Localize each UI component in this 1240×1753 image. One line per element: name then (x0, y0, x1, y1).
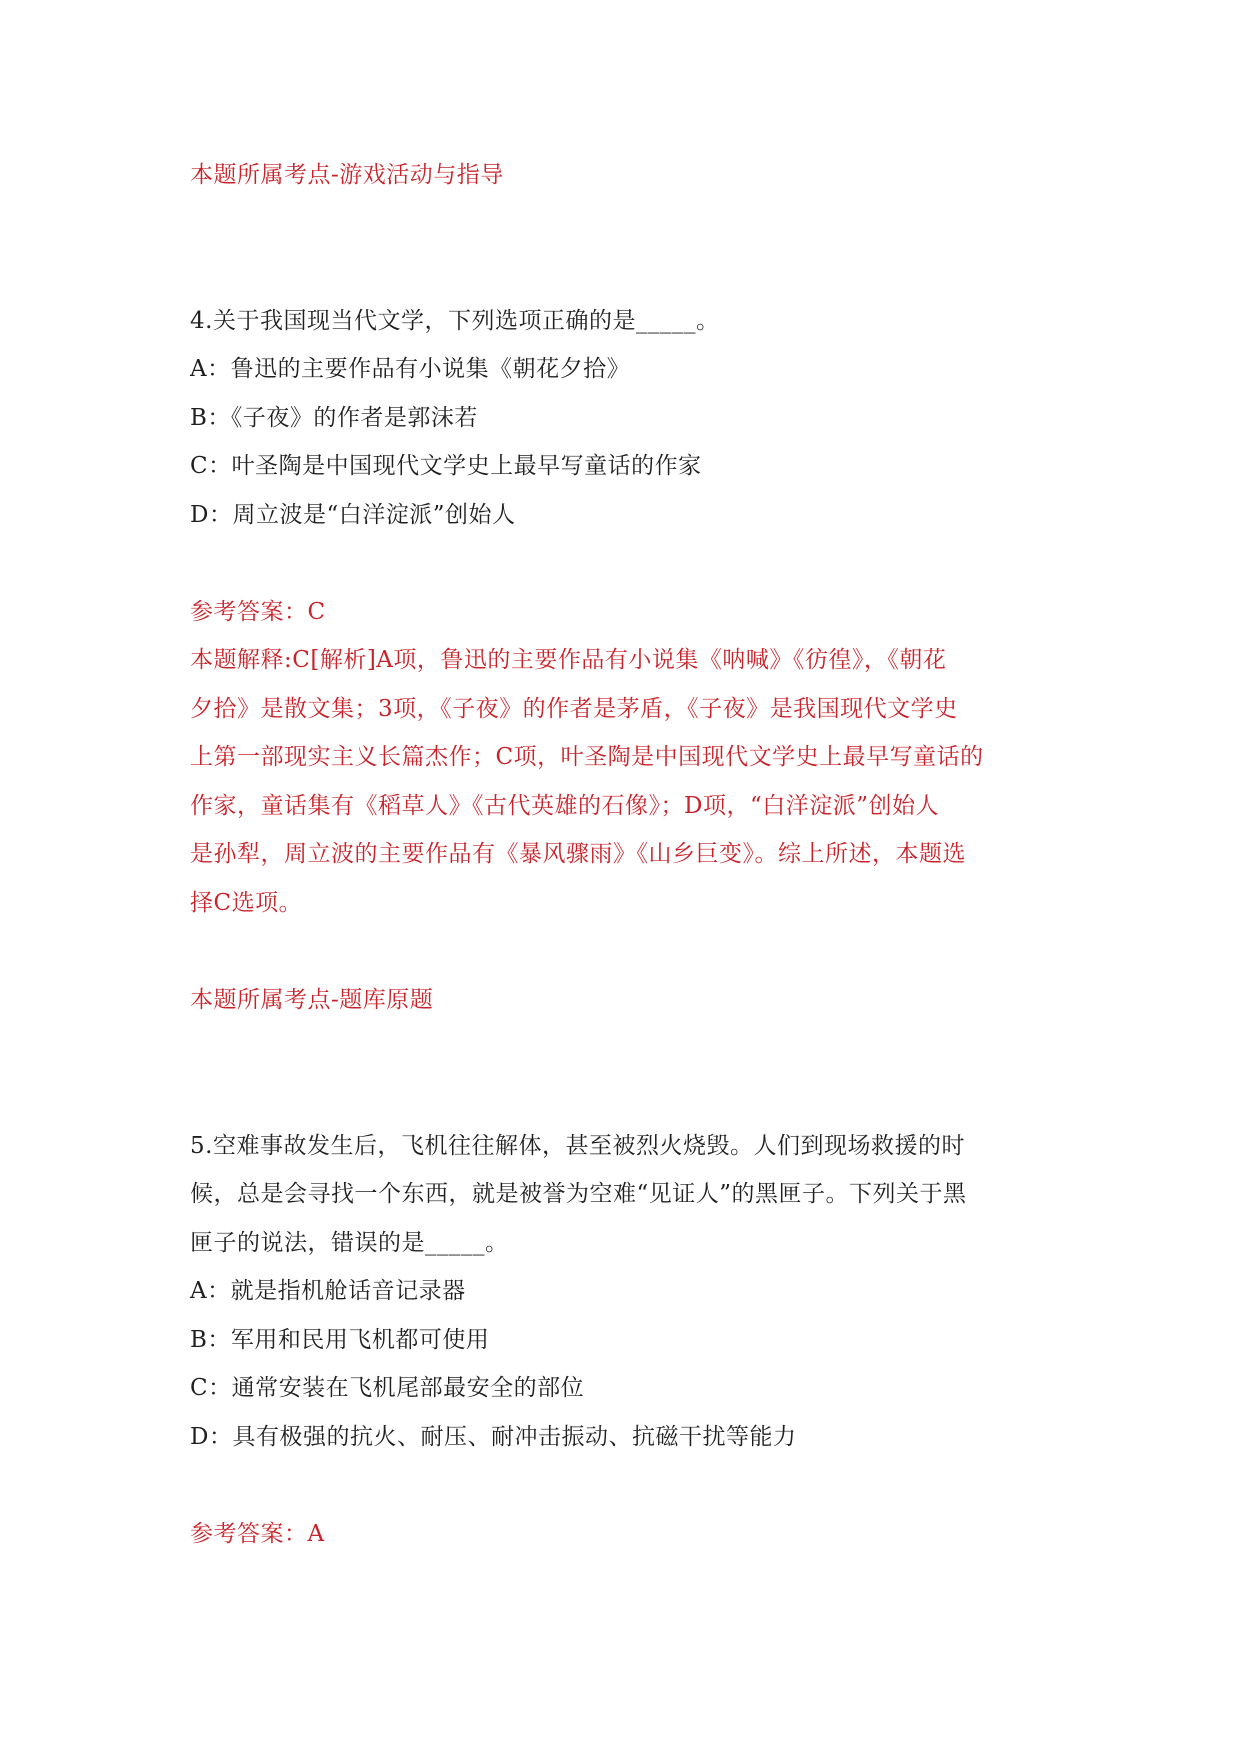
prev-topic: 本题所属考点-游戏活动与指导 (190, 162, 504, 188)
q5-option-a: A：就是指机舱话音记录器 (190, 1278, 466, 1304)
q4-option-b: B：《子夜》的作者是郭沫若 (190, 405, 478, 431)
q4-explanation-line: 上第一部现实主义长篇杰作；C项，叶圣陶是中国现代文学史上最早写童话的 (190, 744, 984, 770)
q5-answer: 参考答案：A (190, 1521, 325, 1547)
q5-stem-line: 候，总是会寻找一个东西，就是被誉为空难“见证人”的黑匣子。下列关于黑 (190, 1181, 967, 1207)
q4-explanation-line: 夕拾》是散文集；3项，《子夜》的作者是茅盾，《子夜》是我国现代文学史 (190, 696, 958, 722)
q4-option-c: C：叶圣陶是中国现代文学史上最早写童话的作家 (190, 453, 702, 479)
q5-option-c: C：通常安装在飞机尾部最安全的部位 (190, 1375, 585, 1401)
q4-explanation-line: 作家，童话集有《稻草人》《古代英雄的石像》；D项，“白洋淀派”创始人 (190, 793, 939, 819)
q4-answer: 参考答案：C (190, 599, 326, 625)
q4-option-d: D：周立波是“白洋淀派”创始人 (190, 502, 516, 528)
q5-stem-line: 匣子的说法，错误的是_____。 (190, 1230, 509, 1256)
q4-explanation-line: 择C选项。 (190, 890, 303, 916)
q4-explanation-line: 本题解释:C[解析]A项，鲁迅的主要作品有小说集《呐喊》《彷徨》，《朝花 (190, 647, 947, 673)
q4-stem: 4.关于我国现当代文学，下列选项正确的是_____。 (190, 308, 720, 334)
q4-topic: 本题所属考点-题库原题 (190, 987, 434, 1013)
q4-option-a: A：鲁迅的主要作品有小说集《朝花夕拾》 (190, 356, 631, 382)
q5-option-d: D：具有极强的抗火、耐压、耐冲击振动、抗磁干扰等能力 (190, 1424, 797, 1450)
q5-option-b: B：军用和民用飞机都可使用 (190, 1327, 490, 1353)
q4-explanation-line: 是孙犁，周立波的主要作品有《暴风骤雨》《山乡巨变》。综上所述，本题选 (190, 841, 966, 867)
q5-stem-line: 5.空难事故发生后，飞机往往解体，甚至被烈火烧毁。人们到现场救援的时 (190, 1133, 965, 1159)
